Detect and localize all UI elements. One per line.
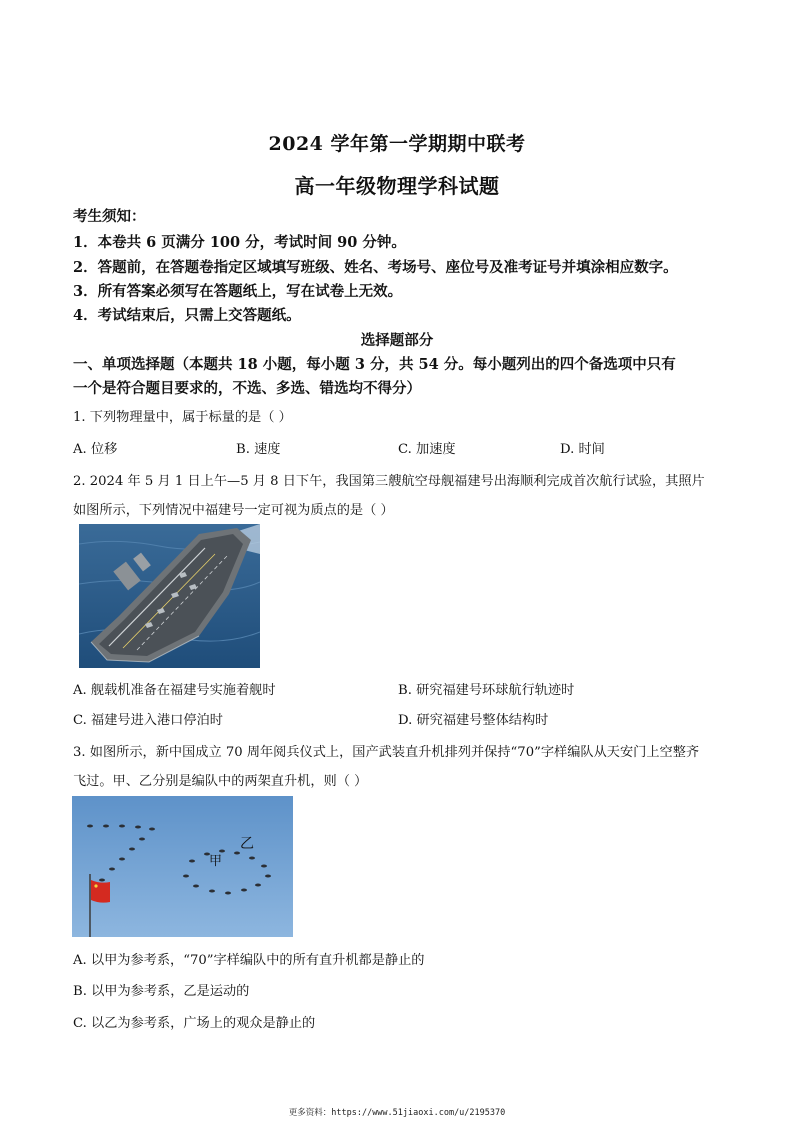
helicopter-formation-photo (72, 796, 293, 937)
q2-option-d: D. 研究福建号整体结构时 (398, 713, 549, 728)
q3-option-c: C. 以乙为参考系，广场上的观众是静止的 (73, 1016, 316, 1031)
notice-item: 4．考试结束后，只需上交答题纸。 (73, 307, 301, 324)
notice-item: 2．答题前，在答题卷指定区域填写班级、姓名、考场号、座位号及准考证号并填涂相应数字。 (73, 259, 678, 276)
q1-option-a: A. 位移 (73, 442, 118, 457)
q2-option-c: C. 福建号进入港口停泊时 (73, 713, 223, 728)
q2-option-a: A. 舰载机准备在福建号实施着舰时 (73, 683, 276, 698)
label-jia: 甲 (209, 854, 223, 869)
question-2-stem: 2. 2024 年 5 月 1 日上午—5 月 8 日下午，我国第三艘航空母舰福建号出海顺利完成首次航行试验，其照片 (73, 474, 705, 489)
exam-subtitle: 高一年级物理学科试题 (294, 174, 500, 198)
notice-item: 1．本卷共 6 页满分 100 分，考试时间 90 分钟。 (73, 234, 406, 251)
question-2-stem: 如图所示，下列情况中福建号一定可视为质点的是（ ） (73, 503, 394, 518)
section-intro: 一个是符合题目要求的，不选、多选、错选均不得分） (73, 380, 421, 397)
section-intro: 一、单项选择题（本题共 18 小题，每小题 3 分，共 54 分。每小题列出的四个备选项中只有 (73, 356, 676, 373)
q3-option-a: A. 以甲为参考系，“70”字样编队中的所有直升机都是静止的 (73, 953, 425, 968)
q1-option-d: D. 时间 (560, 442, 605, 457)
question-1-stem: 1. 下列物理量中，属于标量的是（ ） (73, 410, 292, 425)
notice-item: 3．所有答案必须写在答题纸上，写在试卷上无效。 (73, 283, 403, 300)
exam-title: 2024 学年第一学期期中联考 (268, 133, 526, 155)
q1-option-b: B. 速度 (236, 442, 281, 457)
question-3-stem: 飞过。甲、乙分别是编队中的两架直升机，则（ ） (73, 774, 368, 789)
footer-link[interactable]: 更多资料：https://www.51jiaoxi.com/u/2195370 (288, 1108, 506, 1118)
label-yi: 乙 (240, 836, 254, 852)
question-3-stem: 3. 如图所示，新中国成立 70 周年阅兵仪式上，国产武装直升机排列并保持“70”字样编队从天安门上空整齐 (73, 745, 700, 760)
q3-option-b: B. 以甲为参考系，乙是运动的 (73, 984, 250, 999)
aircraft-carrier-photo (79, 524, 260, 668)
q1-option-c: C. 加速度 (398, 442, 456, 457)
section-heading: 选择题部分 (360, 332, 434, 349)
notice-heading: 考生须知： (73, 208, 146, 225)
q2-option-b: B. 研究福建号环球航行轨迹时 (398, 683, 575, 698)
